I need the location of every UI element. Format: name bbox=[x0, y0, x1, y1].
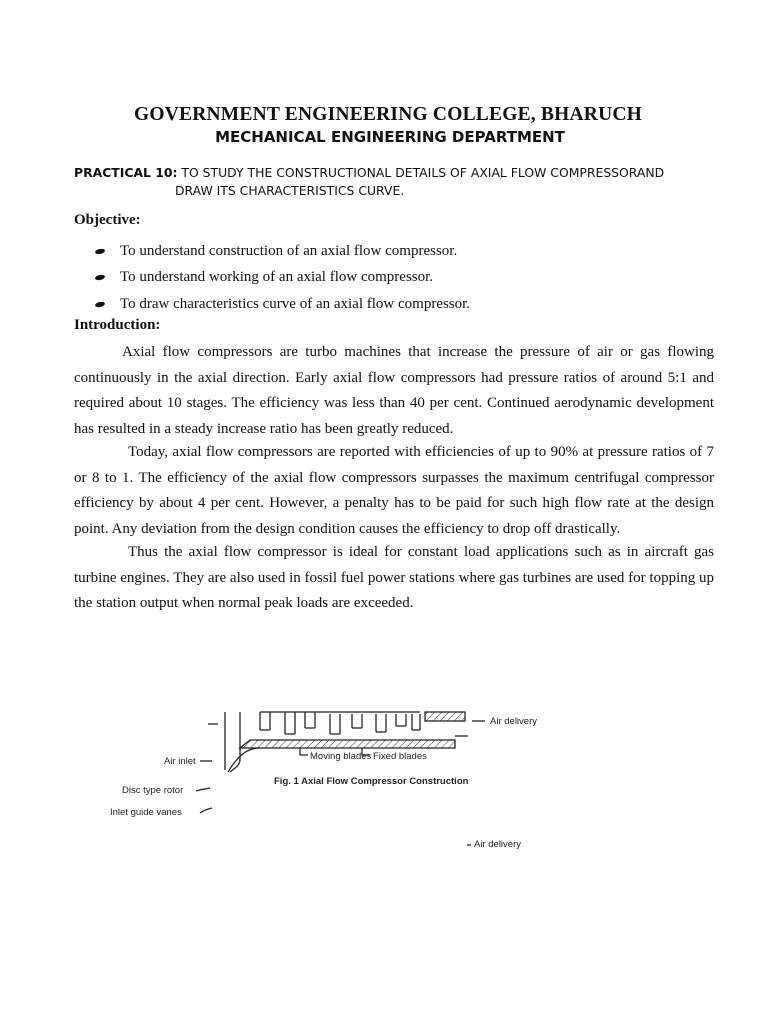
objective-text: To understand working of an axial flow compressor. bbox=[120, 269, 434, 286]
objective-list bbox=[95, 238, 470, 318]
introduction-heading: Introduction: bbox=[74, 317, 161, 333]
intro-paragraph-2: Today, axial flow compressors are reported with efficiencies of up to 90% at pressure ratios of 7 or 8 to 1. The efficiency of the axial flow compressors surpasses the maximum centrifugal compressor efficiency by about 4 per cent. However, a penalty has to be paid for such high flow rate at the design point. Any deviation from the design condition causes the efficiency to drop off drastically. bbox=[74, 444, 714, 537]
list-item bbox=[95, 265, 470, 292]
objective-heading: Objective: bbox=[74, 212, 141, 228]
label-air-delivery: Air delivery bbox=[490, 716, 537, 727]
objective-text: To draw characteristics curve of an axial flow compressor. bbox=[120, 295, 471, 312]
practical-label: PRACTICAL 10: bbox=[74, 165, 178, 180]
department-title: MECHANICAL ENGINEERING DEPARTMENT bbox=[215, 128, 565, 146]
intro-paragraph-3: Thus the axial flow compressor is ideal for constant load applications such as in aircraft gas turbine engines. They are also used in fossil fuel power stations where gas turbines are used for topping up the station output when normal peak loads are exceeded. bbox=[74, 544, 714, 612]
college-title: GOVERNMENT ENGINEERING COLLEGE, BHARUCH bbox=[133, 104, 642, 125]
intro-paragraph-1: Axial flow compressors are turbo machines that increase the pressure of air or gas flowing continuously in the axial direction. Early axial flow compressors had pressure ratios of around 5:1 and required about 10 stages. The efficiency was less than 40 per cent. Continued aerodynamic development has resulted in a steady increase ratio has been greatly reduced. bbox=[74, 344, 714, 437]
label-disc-rotor: Disc type rotor bbox=[122, 785, 184, 796]
objective-text: To understand construction of an axial flow compressor. bbox=[120, 242, 458, 259]
practical-title-line2: DRAW ITS CHARACTERISTICS CURVE. bbox=[175, 183, 405, 198]
label-moving-blades: Moving blades bbox=[310, 751, 372, 762]
bullet-icon bbox=[95, 274, 106, 281]
bullet-icon bbox=[95, 301, 106, 308]
label-inlet-guide-vanes: Inlet guide vanes bbox=[110, 807, 182, 818]
bullet-icon bbox=[95, 248, 106, 255]
label-fixed-blades: Fixed blades bbox=[373, 751, 427, 762]
label-air-delivery-2: Air delivery bbox=[474, 839, 521, 850]
compressor-figure bbox=[100, 700, 570, 860]
practical-heading bbox=[74, 164, 724, 200]
list-item bbox=[95, 291, 470, 318]
list-item bbox=[95, 238, 470, 265]
figure-caption: Fig. 1 Axial Flow Compressor Construction bbox=[274, 776, 469, 787]
label-air-inlet: Air inlet bbox=[164, 756, 196, 767]
practical-title-line1: TO STUDY THE CONSTRUCTIONAL DETAILS OF AXIAL FLOW COMPRESSORAND bbox=[181, 165, 665, 180]
